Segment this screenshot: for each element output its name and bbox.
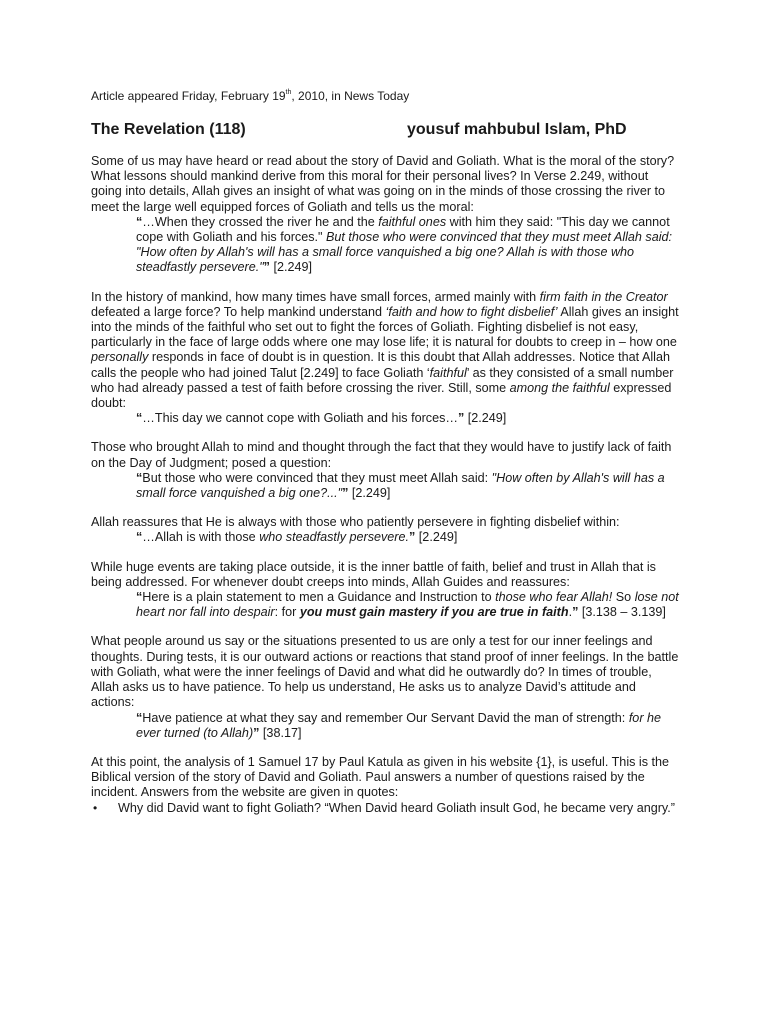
- quote-text: with him they said: "This day we cannot cope with Goliath and his forces.": [136, 214, 670, 245]
- paragraph-text: What people around us say or the situations presented to us are only a test for our inner feelings and thoughts. During tests, it is our outward actions or reactions that stand proof of inner feelings. In the battle with Goliath, what were the inner feelings of David and what did he outwardly do? In times of trouble, Allah asks us to have patience. To help us understand, He asks us to analyze David’s attitude and actions:: [91, 634, 679, 710]
- quote-mark: “: [136, 710, 143, 725]
- list-item-text: Why did David want to fight Goliath? “When David heard Goliath insult God, he became very angry.”: [118, 800, 675, 815]
- quote-block: [91, 711, 681, 741]
- emphasis: personally: [91, 350, 149, 365]
- verse-reference: [2.249]: [464, 411, 507, 426]
- quote-text: …Allah is with those: [142, 530, 260, 545]
- quote-text: .: [568, 605, 573, 620]
- verse-reference: [2.249]: [348, 486, 391, 501]
- quote-mark: “: [136, 530, 143, 545]
- quote-mark: “: [136, 214, 143, 229]
- quote-text: Have patience at what they say and remember Our Servant David the man of strength:: [142, 710, 629, 725]
- verse-reference: [38.17]: [259, 725, 302, 740]
- verse-reference: [2.249]: [269, 260, 312, 275]
- quote-italic: those who fear Allah!: [495, 590, 613, 605]
- paragraph-text: While huge events are taking place outside, it is the inner battle of faith, belief and trust in Allah that is being addressed. For whenever doubt creeps into minds, Allah Guides and reassures:: [91, 559, 656, 589]
- article-body: [91, 154, 681, 816]
- paragraph-text: expressed doubt:: [91, 380, 672, 411]
- paragraph-1: [91, 154, 681, 276]
- paragraph-4: [91, 515, 681, 545]
- bullet-list: [91, 801, 681, 816]
- quote-block: [91, 215, 681, 276]
- quote-block: [91, 590, 681, 620]
- paragraph-text: At this point, the analysis of 1 Samuel 17 by Paul Katula as given in his website {1}, is useful. This is the Biblical version of the story of David and Goliath. Paul answers a number of questions raised by the incident. Answers from the website are given in quotes:: [91, 754, 670, 800]
- paragraph-text: defeated a large force? To help mankind understand: [91, 304, 386, 319]
- quote-italic: But those who were convinced that they must meet Allah said: "How often by Allah's will has a small force vanquished a big one? Allah is with those who steadfastly persevere.": [136, 230, 673, 275]
- quote-italic: lose not heart nor fall into despair: [136, 590, 679, 620]
- verse-reference: [3.138 – 3.139]: [578, 605, 666, 620]
- dateline-superscript: th: [285, 89, 292, 96]
- quote-mark: ”: [253, 725, 260, 740]
- paragraph-text: responds in face of doubt is in question. It is this doubt that Allah addresses. Notice that Allah calls the people who had joined Talut [2.249] to face Goliath ‘: [91, 350, 670, 380]
- bullet-icon: •: [93, 800, 98, 815]
- paragraph-7: [91, 755, 681, 801]
- quote-mark: ”: [342, 486, 349, 501]
- quote-text: …When they crossed the river he and the: [142, 214, 379, 229]
- quote-italic: who steadfastly persevere.: [259, 530, 410, 545]
- paragraph-text: Allah reassures that He is always with those who patiently persevere in fighting disbelief within:: [91, 515, 620, 530]
- list-item: [91, 801, 681, 816]
- quote-text: But those who were convinced that they must meet Allah said:: [142, 470, 492, 485]
- quote-text: : for: [274, 605, 300, 620]
- quote-text: Here is a plain statement to men a Guidance and Instruction to: [142, 590, 496, 605]
- article-title: The Revelation (118): [91, 121, 246, 138]
- paragraph-text: ’ as they consisted of a small number who had already passed a test of faith before crossing the river. Still, some: [91, 365, 674, 395]
- quote-text: …This day we cannot cope with Goliath and his forces…: [142, 411, 458, 426]
- quote-block: [91, 411, 681, 426]
- quote-bold-italic: you must gain mastery if you are true in faith: [299, 605, 569, 620]
- paragraph-text: Those who brought Allah to mind and thought through the fact that they would have to justify lack of faith on the Day of Judgment; posed a question:: [91, 440, 672, 470]
- author-name: yousuf mahbubul Islam, PhD: [407, 121, 627, 138]
- quote-text: So: [612, 590, 635, 605]
- paragraph-2: [91, 290, 681, 427]
- quote-italic: for he ever turned (to Allah): [136, 710, 662, 740]
- quote-italic: "How often by Allah's will has a small force vanquished a big one?...": [136, 470, 665, 501]
- paragraph-3: [91, 440, 681, 501]
- paragraph-text: In the history of mankind, how many times have small forces, armed mainly with: [91, 289, 540, 304]
- dateline: [91, 89, 409, 103]
- paragraph-6: [91, 634, 681, 740]
- quote-block: [91, 530, 681, 545]
- emphasis: firm faith in the Creator: [539, 289, 668, 304]
- emphasis: ‘faith and how to fight disbelief’: [385, 304, 558, 319]
- title-row: [91, 121, 691, 139]
- quote-mark: ”: [458, 411, 465, 426]
- quote-mark: “: [136, 470, 143, 485]
- quote-italic: faithful ones: [378, 214, 447, 229]
- quote-block: [91, 471, 681, 501]
- quote-mark: “: [136, 590, 143, 605]
- paragraph-text: Allah gives an insight into the minds of the faithful who set out to fight the forces of Goliath. Fighting disbelief is not easy, particularly in the face of large odds where one may lose life; it is natural for doubts to creep in – how one: [91, 304, 679, 350]
- quote-mark: ”: [263, 260, 270, 275]
- paragraph-5: [91, 560, 681, 621]
- quote-mark: ”: [409, 530, 416, 545]
- quote-mark: “: [136, 411, 143, 426]
- quote-mark: ”: [572, 605, 579, 620]
- emphasis: among the faithful: [509, 380, 610, 395]
- verse-reference: [2.249]: [415, 530, 458, 545]
- paragraph-text: Some of us may have heard or read about the story of David and Goliath. What is the moral of the story? What lessons should mankind derive from this moral for their personal lives? In Verse 2.249, without going into details, Allah gives an insight of what was going on in the minds of those crossing the river to meet the large well equipped forces of Goliath and tells us the moral:: [91, 154, 675, 214]
- dateline-text-end: , 2010, in News Today: [291, 89, 410, 103]
- dateline-text: Article appeared Friday, February 19: [91, 89, 286, 103]
- emphasis: faithful: [429, 365, 467, 380]
